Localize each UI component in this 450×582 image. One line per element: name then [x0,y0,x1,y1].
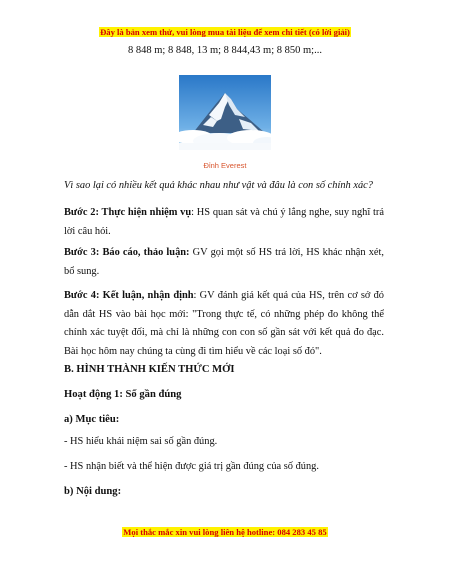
step2-label: Bước 2: Thực hiện nhiệm vụ [64,207,192,218]
hotline-banner [0,527,450,537]
objective-heading: a) Mục tiêu: [64,414,120,425]
content-heading: b) Nội dung: [64,486,122,497]
step2-paragraph [64,204,384,241]
step4-label: Bước 4: Kết luận, nhận định [64,290,194,301]
step3-text: GV gọi một số HS trả lời, HS khác nhận xét, bổ sung. [64,247,384,277]
image-caption: Đỉnh Everest [203,161,247,170]
activity1-heading: Hoạt động 1: Số gần đúng [64,389,182,400]
step3-paragraph [64,244,384,281]
everest-photo [179,75,271,150]
step4-text: : GV đánh giá kết quả của HS, trên cơ sở đó dẫn dắt HS vào bài học mới: "Trong thực tế, có những phép đo không thể chính xác tuyệt đối, mà chỉ là những con con số gần sát với kết quả đo đạc. Bài học hôm nay chúng ta cùng đi tìm hiểu về các loại số đó". [64,290,384,357]
preview-notice-banner [0,27,450,37]
section-b-heading: B. HÌNH THÀNH KIẾN THỨC MỚI [64,364,235,375]
goal-item-2: - HS nhận biết và thể hiện được giá trị gần đúng của số đúng. [64,461,319,472]
question-paragraph: Vì sao lại có nhiều kết quả khác nhau như vật và đâu là con số chính xác? [64,180,373,191]
hotline-text: Mọi thắc mắc xin vui lòng liên hệ hotline: 084 283 45 85 [123,527,327,537]
goal-item-1: - HS hiểu khái niệm sai số gần đúng. [64,436,218,447]
step3-label: Bước 3: Báo cáo, thảo luận: [64,247,190,258]
step2-text: : HS quan sát và chú ý lắng nghe, suy nghĩ trả lời câu hỏi. [64,207,384,237]
height-values-line: 8 848 m; 8 848, 13 m; 8 844,43 m; 8 850 m;... [128,45,322,56]
preview-notice-text: Đây là bản xem thử, vui lòng mua tài liệu để xem chi tiết (có lời giải) [100,27,350,37]
step4-paragraph [64,287,384,361]
